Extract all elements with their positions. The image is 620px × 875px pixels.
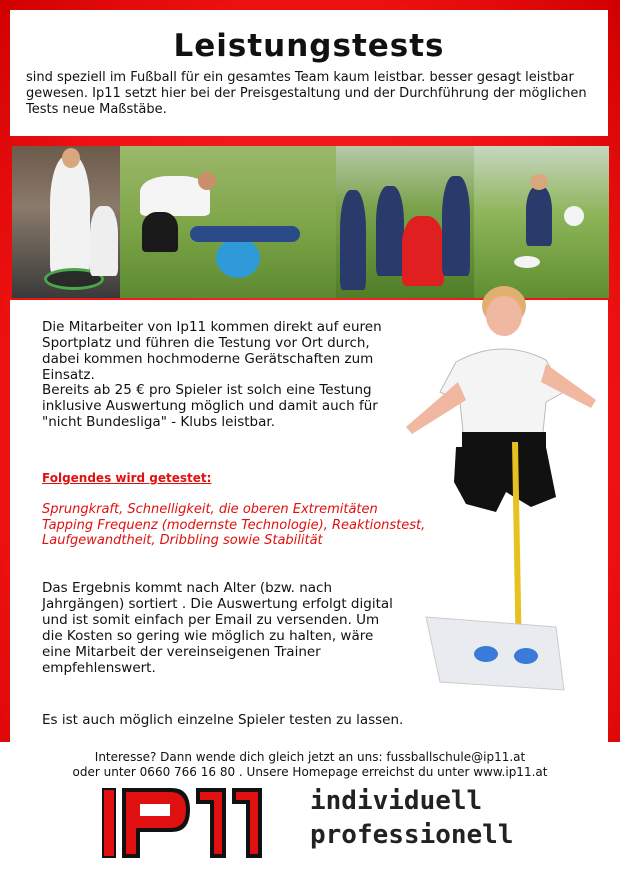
paragraph-staff: Die Mitarbeiter von Ip11 kommen direkt auf euren Sportplatz und führen die Testung vor Ort durch, dabei kommen hochmoderne Gerätschaften zum Einsatz.	[42, 319, 382, 383]
photo-team-testing	[336, 146, 474, 298]
intro-text: sind speziell im Fußball für ein gesamtes Team kaum leistbar. besser gesagt leistbar gewesen. Ip11 setzt hier bei der Preisgestaltung und der Durchführung der möglichen Tests neue Maßstäbe.	[26, 70, 587, 117]
paragraph-results: Das Ergebnis kommt nach Alter (bzw. nach Jahrgängen) sortiert . Die Auswertung erfolgt digital und ist somit einfach per Email zu versenden. Um die Kosten so gering wie möglich zu halten, wäre eine Mitarbeit der vereinseigenen Trainer empfehlenswert.	[42, 580, 393, 676]
paragraph-individual: Es ist auch möglich einzelne Spieler testen zu lassen.	[42, 712, 404, 728]
photo-ball-exercise	[120, 146, 336, 298]
photo-strip	[12, 146, 609, 298]
contact-line-email: Interesse? Dann wende dich gleich jetzt an uns: fussballschule@ip11.at	[94, 750, 526, 764]
page-title: Leistungstests	[173, 28, 445, 64]
tested-heading: Folgendes wird getestet:	[42, 471, 212, 485]
slogan-line-2: professionell	[310, 820, 514, 850]
paragraph-price: Bereits ab 25 € pro Spieler ist solch eine Testung inklusive Auswertung möglich und damit auch für "nicht Bundesliga" - Klubs leistbar.	[42, 382, 378, 430]
ip11-logo	[100, 782, 268, 860]
tested-list: Sprungkraft, Schnelligkeit, die oberen Extremitäten Tapping Frequenz (modernste Technologie), Reaktionstest, Laufgewandtheit, Dribbling sowie Stabilität	[42, 502, 426, 548]
slogan-line-1: individuell	[310, 786, 483, 816]
header-panel	[10, 10, 608, 136]
photo-balance-board	[12, 146, 120, 298]
contact-line-phone: oder unter 0660 766 16 80 . Unsere Homepage erreichst du unter www.ip11.at	[72, 765, 548, 779]
photo-dribbling	[474, 146, 609, 298]
jumping-boy-image	[396, 282, 596, 694]
